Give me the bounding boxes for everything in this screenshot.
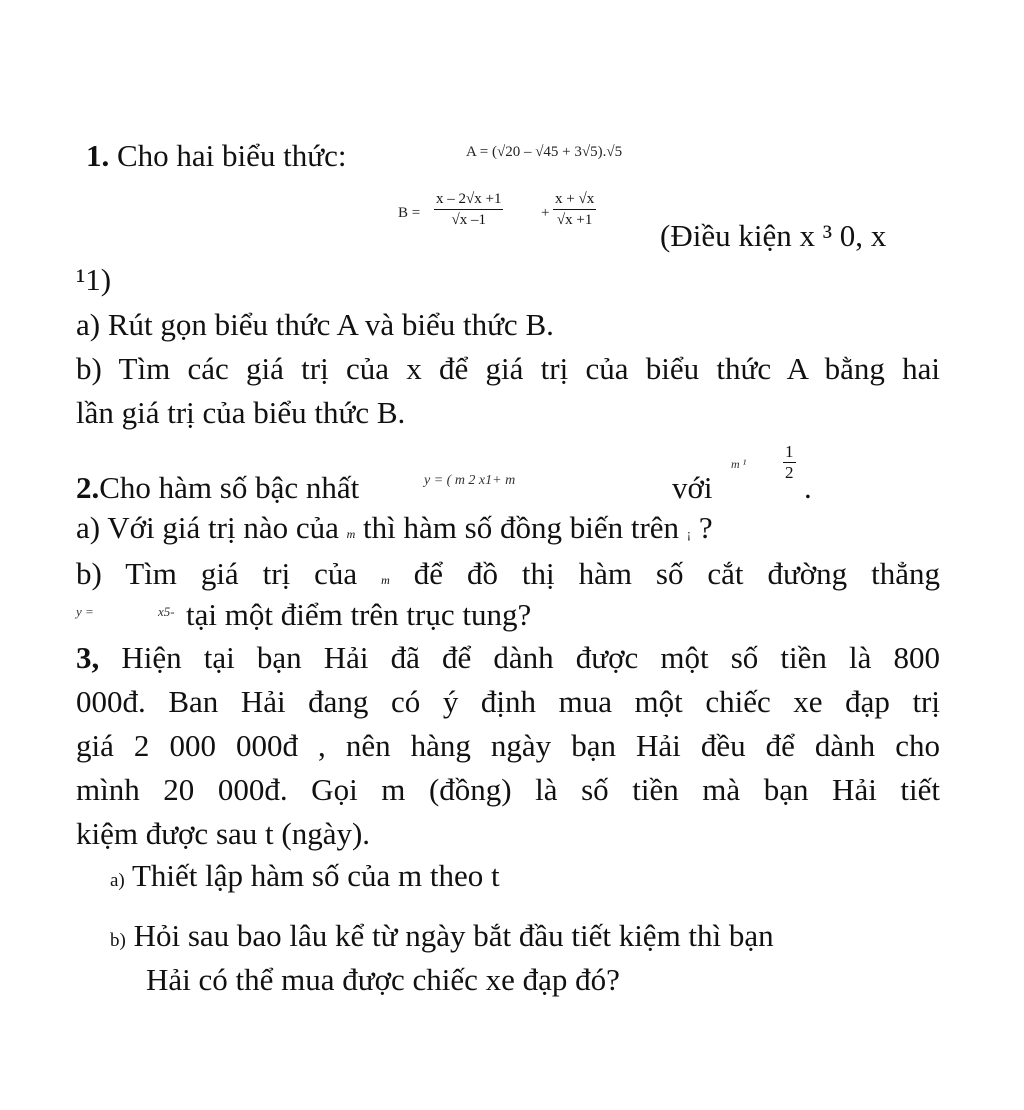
- problem-3-number: 3,: [76, 640, 100, 675]
- part-b-line-1-text: Hỏi sau bao lâu kể từ ngày bắt đầu tiết kiệm thì bạn: [133, 918, 774, 953]
- expression-a: A = (√20 – √45 + 3√5).√5: [466, 144, 623, 160]
- expression-b-fraction-1: [434, 190, 503, 229]
- part-a-suffix: thì hàm số đồng biến trên: [363, 510, 680, 545]
- problem-3-part-b-line-1: [110, 918, 940, 959]
- problem-1-intro: Cho hai biểu thức:: [117, 138, 347, 173]
- part-b-m-variable: m: [381, 573, 390, 587]
- with-word: với: [672, 470, 713, 505]
- line-equation-value: x5-: [158, 604, 175, 619]
- condition-text: (Điều kiện x ³ 0, x: [660, 218, 887, 253]
- expression-b-fraction-2: [553, 190, 596, 229]
- problem-3-line-1-text: Hiện tại bạn Hải đã để dành được một số tiền là 800: [121, 640, 940, 675]
- problem-2-part-b-line-2: tại một điểm trên trục tung?: [186, 597, 532, 632]
- problem-3-line-4: mình 20 000đ. Gọi m (đồng) là số tiền mà bạn Hải tiết: [76, 772, 940, 807]
- part-a-m-variable: m: [346, 527, 356, 541]
- condition-continued: ¹1): [76, 262, 112, 297]
- fraction-2-denominator: √x +1: [556, 212, 593, 228]
- part-a-label: a): [110, 870, 125, 891]
- period: .: [804, 470, 812, 505]
- problem-3-line-5: kiệm được sau t (ngày).: [76, 816, 371, 851]
- one-half-fraction: [783, 443, 796, 482]
- part-a-prefix: a) Với giá trị nào của: [76, 510, 339, 545]
- problem-2-intro: Cho hàm số bậc nhất: [99, 470, 360, 505]
- problem-2-heading: [76, 470, 359, 506]
- problem-3-line-3: giá 2 000 000đ , nên hàng ngày bạn Hải đều để dành cho: [76, 728, 940, 763]
- problem-3-line-1: [76, 640, 940, 676]
- problem-2-number: 2.: [76, 470, 100, 505]
- problem-1-part-a: a) Rút gọn biểu thức A và biểu thức B.: [76, 307, 554, 342]
- problem-1-number: 1.: [86, 138, 110, 173]
- part-b-prefix: b) Tìm giá trị của: [76, 556, 358, 591]
- half-numerator: 1: [785, 442, 794, 461]
- problem-2-part-a: [76, 510, 713, 552]
- condition-m: m ¹: [731, 457, 747, 471]
- problem-1-heading: [86, 138, 346, 174]
- problem-3-line-2: 000đ. Ban Hải đang có ý định mua một chiếc xe đạp trị: [76, 684, 940, 719]
- real-numbers-symbol: ¡: [686, 526, 692, 541]
- part-b-suffix: để đồ thị hàm số cắt đường thẳng: [413, 556, 941, 591]
- fraction-1-numerator: x – 2√x +1: [434, 190, 503, 210]
- half-denominator: 2: [785, 463, 794, 482]
- question-mark: ?: [698, 510, 713, 545]
- problem-3-part-b-line-2: Hải có thể mua được chiếc xe đạp đó?: [146, 962, 620, 997]
- problem-3-part-a: [110, 858, 500, 899]
- function-formula: y = ( m 2 x1+ m: [424, 473, 516, 488]
- plus-sign: +: [541, 205, 550, 221]
- expression-b-lhs: B =: [398, 205, 421, 221]
- problem-2-part-b-line-1: [76, 556, 940, 598]
- part-b-label: b): [110, 930, 126, 951]
- part-a-text: Thiết lập hàm số của m theo t: [131, 858, 500, 893]
- problem-1-part-b-line-2: lần giá trị của biểu thức B.: [76, 395, 406, 430]
- line-equation-y: y =: [76, 604, 94, 619]
- fraction-2-numerator: x + √x: [553, 190, 596, 210]
- problem-1-part-b-line-1: b) Tìm các giá trị của x để giá trị của biểu thức A bằng hai: [76, 351, 940, 386]
- fraction-1-denominator: √x –1: [451, 212, 486, 228]
